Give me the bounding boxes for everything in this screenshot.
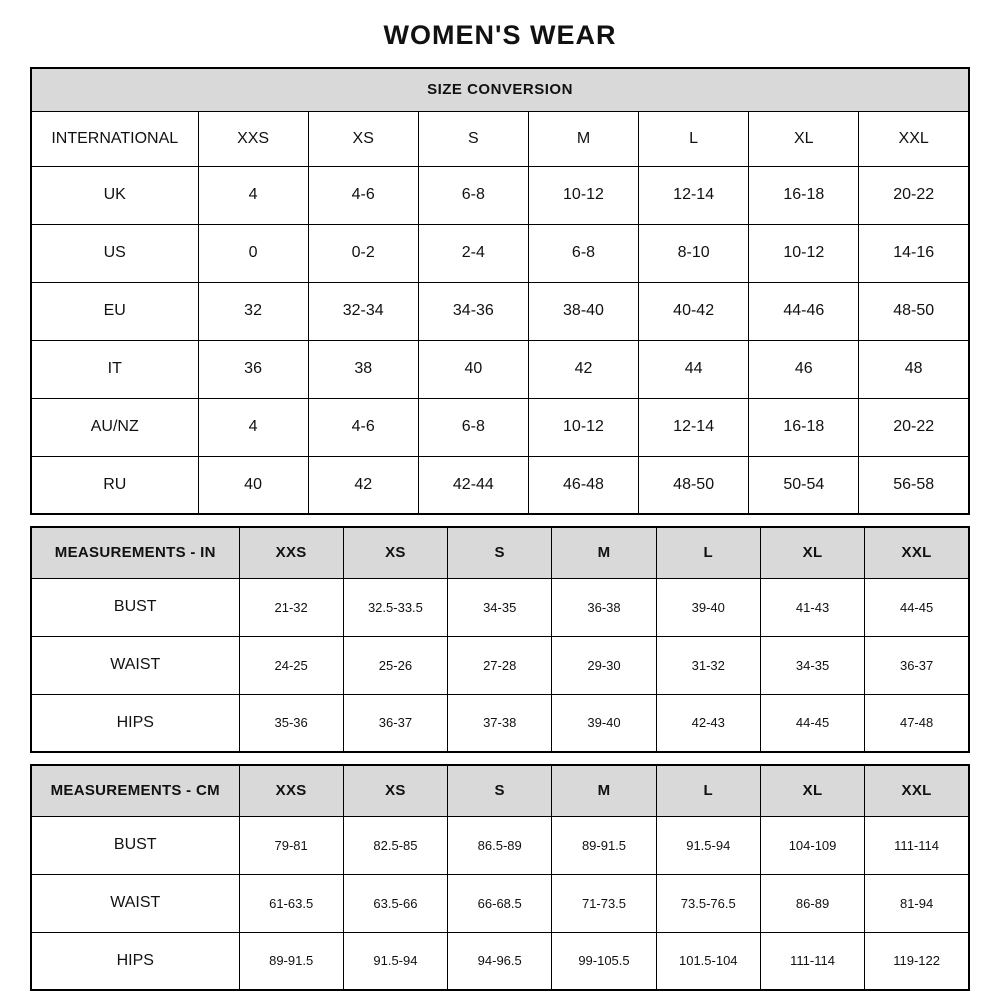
column-header: XL	[760, 765, 864, 816]
cell-value: 25-26	[343, 636, 447, 694]
row-label: BUST	[31, 816, 239, 874]
cell-value: 44	[639, 340, 749, 398]
cell-value: 38	[308, 340, 418, 398]
cell-value: 4-6	[308, 166, 418, 224]
cell-value: 16-18	[749, 166, 859, 224]
cell-value: 66-68.5	[448, 874, 552, 932]
cell-value: 47-48	[865, 694, 969, 752]
column-header: XXL	[865, 527, 969, 578]
cell-value: 16-18	[749, 398, 859, 456]
column-header: S	[448, 765, 552, 816]
column-header: L	[656, 765, 760, 816]
cell-value: 89-91.5	[239, 932, 343, 990]
column-header: XXL	[865, 765, 969, 816]
cell-value: 46-48	[528, 456, 638, 514]
column-header: M	[552, 765, 656, 816]
header-row	[31, 111, 969, 166]
cell-value: 42	[308, 456, 418, 514]
cell-value: 104-109	[760, 816, 864, 874]
cell-value: 48-50	[639, 456, 749, 514]
cell-value: 20-22	[859, 166, 969, 224]
cell-value: 99-105.5	[552, 932, 656, 990]
cell-value: 42	[528, 340, 638, 398]
table-row	[31, 456, 969, 514]
header-label: MEASUREMENTS - IN	[31, 527, 239, 578]
row-label: US	[31, 224, 198, 282]
measurements-in-table	[30, 526, 970, 753]
cell-value: 36-37	[865, 636, 969, 694]
row-label: RU	[31, 456, 198, 514]
page-title: WOMEN'S WEAR	[383, 20, 617, 50]
measurements-cm-table	[30, 764, 970, 991]
column-header: XL	[760, 527, 864, 578]
cell-value: 27-28	[448, 636, 552, 694]
table-row	[31, 166, 969, 224]
column-header: M	[528, 111, 638, 166]
cell-value: 10-12	[749, 224, 859, 282]
cell-value: 91.5-94	[343, 932, 447, 990]
cell-value: 41-43	[760, 578, 864, 636]
cell-value: 111-114	[865, 816, 969, 874]
cell-value: 39-40	[552, 694, 656, 752]
cell-value: 48-50	[859, 282, 969, 340]
cell-value: 6-8	[528, 224, 638, 282]
column-header: XXL	[859, 111, 969, 166]
cell-value: 44-45	[865, 578, 969, 636]
cell-value: 86-89	[760, 874, 864, 932]
column-header: XXS	[239, 765, 343, 816]
cell-value: 34-36	[418, 282, 528, 340]
table-title: SIZE CONVERSION	[31, 68, 969, 111]
table-row	[31, 578, 969, 636]
cell-value: 119-122	[865, 932, 969, 990]
row-label: UK	[31, 166, 198, 224]
cell-value: 4-6	[308, 398, 418, 456]
cell-value: 12-14	[639, 166, 749, 224]
cell-value: 12-14	[639, 398, 749, 456]
cell-value: 8-10	[639, 224, 749, 282]
row-label: BUST	[31, 578, 239, 636]
row-label: HIPS	[31, 694, 239, 752]
cell-value: 10-12	[528, 398, 638, 456]
cell-value: 82.5-85	[343, 816, 447, 874]
row-label: WAIST	[31, 636, 239, 694]
table-row	[31, 224, 969, 282]
cell-value: 44-46	[749, 282, 859, 340]
cell-value: 91.5-94	[656, 816, 760, 874]
cell-value: 40	[418, 340, 528, 398]
cell-value: 36-38	[552, 578, 656, 636]
cell-value: 36-37	[343, 694, 447, 752]
cell-value: 37-38	[448, 694, 552, 752]
cell-value: 32	[198, 282, 308, 340]
cell-value: 24-25	[239, 636, 343, 694]
table-row	[31, 874, 969, 932]
table-row	[31, 340, 969, 398]
column-header: S	[418, 111, 528, 166]
cell-value: 94-96.5	[448, 932, 552, 990]
cell-value: 10-12	[528, 166, 638, 224]
cell-value: 0-2	[308, 224, 418, 282]
size-conversion-table	[30, 67, 970, 515]
column-header: L	[656, 527, 760, 578]
table-row	[31, 694, 969, 752]
row-label: WAIST	[31, 874, 239, 932]
cell-value: 34-35	[760, 636, 864, 694]
header-row	[31, 527, 969, 578]
table-row	[31, 398, 969, 456]
cell-value: 34-35	[448, 578, 552, 636]
cell-value: 101.5-104	[656, 932, 760, 990]
cell-value: 42-43	[656, 694, 760, 752]
cell-value: 32.5-33.5	[343, 578, 447, 636]
column-header: XXS	[239, 527, 343, 578]
column-header: M	[552, 527, 656, 578]
table-row	[31, 816, 969, 874]
header-label: MEASUREMENTS - CM	[31, 765, 239, 816]
row-label: EU	[31, 282, 198, 340]
column-header: L	[639, 111, 749, 166]
cell-value: 20-22	[859, 398, 969, 456]
cell-value: 39-40	[656, 578, 760, 636]
column-header: S	[448, 527, 552, 578]
cell-value: 63.5-66	[343, 874, 447, 932]
cell-value: 40	[198, 456, 308, 514]
cell-value: 40-42	[639, 282, 749, 340]
cell-value: 38-40	[528, 282, 638, 340]
cell-value: 86.5-89	[448, 816, 552, 874]
column-header: XS	[308, 111, 418, 166]
cell-value: 35-36	[239, 694, 343, 752]
table-row	[31, 636, 969, 694]
row-label: AU/NZ	[31, 398, 198, 456]
cell-value: 2-4	[418, 224, 528, 282]
cell-value: 44-45	[760, 694, 864, 752]
cell-value: 4	[198, 166, 308, 224]
cell-value: 79-81	[239, 816, 343, 874]
table-row	[31, 282, 969, 340]
table-row	[31, 932, 969, 990]
header-row	[31, 765, 969, 816]
cell-value: 6-8	[418, 166, 528, 224]
column-header: XXS	[198, 111, 308, 166]
cell-value: 21-32	[239, 578, 343, 636]
cell-value: 111-114	[760, 932, 864, 990]
column-header: XL	[749, 111, 859, 166]
cell-value: 48	[859, 340, 969, 398]
cell-value: 50-54	[749, 456, 859, 514]
row-label: HIPS	[31, 932, 239, 990]
cell-value: 42-44	[418, 456, 528, 514]
header-label: INTERNATIONAL	[31, 111, 198, 166]
cell-value: 89-91.5	[552, 816, 656, 874]
cell-value: 6-8	[418, 398, 528, 456]
column-header: XS	[343, 527, 447, 578]
cell-value: 61-63.5	[239, 874, 343, 932]
cell-value: 32-34	[308, 282, 418, 340]
cell-value: 31-32	[656, 636, 760, 694]
cell-value: 56-58	[859, 456, 969, 514]
cell-value: 36	[198, 340, 308, 398]
cell-value: 4	[198, 398, 308, 456]
cell-value: 0	[198, 224, 308, 282]
cell-value: 73.5-76.5	[656, 874, 760, 932]
row-label: IT	[31, 340, 198, 398]
cell-value: 81-94	[865, 874, 969, 932]
cell-value: 29-30	[552, 636, 656, 694]
cell-value: 46	[749, 340, 859, 398]
column-header: XS	[343, 765, 447, 816]
caption-row	[31, 68, 969, 111]
cell-value: 14-16	[859, 224, 969, 282]
cell-value: 71-73.5	[552, 874, 656, 932]
